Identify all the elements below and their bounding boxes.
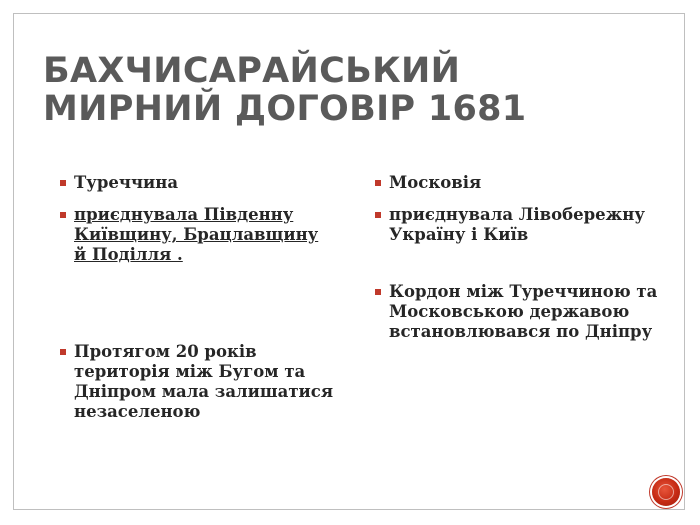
bullet-text: приєднувала Лівобережну Україну і Київ	[389, 205, 645, 244]
right-column	[375, 173, 660, 342]
square-bullet-icon	[375, 180, 381, 186]
bullet-item-muscovy	[375, 173, 660, 193]
bullet-text: Московія	[389, 173, 482, 192]
slide-title-line-1: БАХЧИСАРАЙСЬКИЙ	[43, 51, 461, 91]
square-bullet-icon	[60, 180, 66, 186]
bullet-item-muscovy-annexed	[375, 205, 660, 245]
bullet-item-border	[375, 282, 660, 342]
bullet-item-unsettled-territory	[60, 342, 335, 422]
bullet-text: Кордон між Туреччиною та Московською державою встановлювався по Дніпру	[389, 282, 658, 341]
bullet-text-link[interactable]: приєднувала Південну Київщину, Брацлавщину й Поділля .	[74, 205, 319, 264]
square-bullet-icon	[60, 349, 66, 355]
bullet-text: Протягом 20 років територія між Бугом та Дніпром мала залишатися незаселеною	[74, 342, 334, 421]
slide-title	[43, 52, 663, 128]
square-bullet-icon	[60, 212, 66, 218]
left-column	[60, 173, 335, 422]
bullet-item-turkey	[60, 173, 335, 193]
bullet-item-turkey-annexed	[60, 205, 335, 265]
nav-ring	[658, 484, 674, 500]
square-bullet-icon	[375, 212, 381, 218]
slide-title-line-2: МИРНИЙ ДОГОВІР 1681	[43, 89, 527, 129]
bullet-text: Туреччина	[74, 173, 179, 192]
next-slide-circle-icon[interactable]	[652, 478, 680, 506]
square-bullet-icon	[375, 289, 381, 295]
